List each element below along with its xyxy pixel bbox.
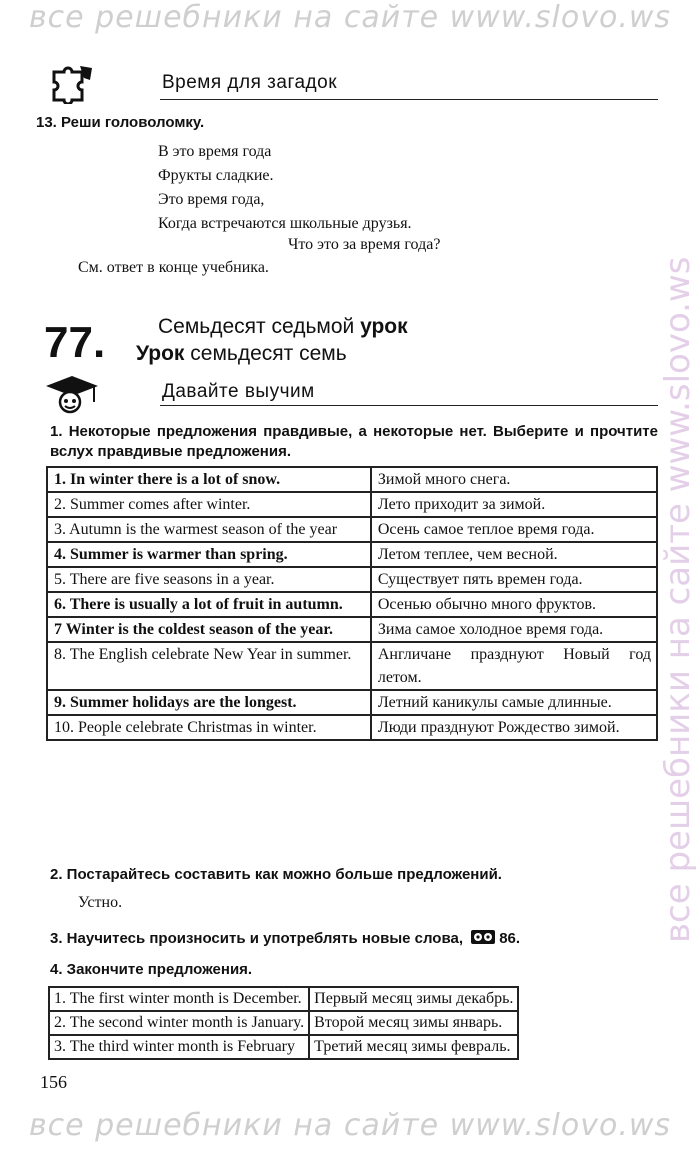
sentence-ru: Осенью обычно много фруктов. <box>371 592 657 617</box>
riddle-question: Что это за время года? <box>288 236 441 253</box>
sentence-ru: Третий месяц зимы февраль. <box>309 1035 518 1059</box>
learn-heading: Давайте выучим <box>162 381 315 402</box>
riddle-heading-rule <box>160 99 658 100</box>
true-false-table <box>46 466 658 741</box>
task-3: 3. Научитесь произносить и употреблять новые слова, 86. <box>50 930 521 947</box>
sentence-en: 1. The first winter month is December. <box>49 987 309 1011</box>
sentence-ru: Англичане празднуют Новый год летом. <box>371 642 657 690</box>
task-3-page: 86. <box>499 930 521 947</box>
task-2: 2. Постарайтесь составить как можно больше предложений. <box>50 866 502 883</box>
table-row <box>49 1011 518 1035</box>
table-row <box>47 542 657 567</box>
sentence-ru: Зима самое холодное время года. <box>371 617 657 642</box>
lesson-title-ru: Семьдесят седьмой урок <box>158 315 408 338</box>
sentence-en: 2. The second winter month is January. <box>49 1011 309 1035</box>
table-row <box>49 1035 518 1059</box>
table-row <box>47 642 657 690</box>
sentence-ru: Зимой много снега. <box>371 467 657 492</box>
sentence-ru: Летом теплее, чем весной. <box>371 542 657 567</box>
sentence-ru: Лето приходит за зимой. <box>371 492 657 517</box>
workbook-icon <box>470 929 496 945</box>
table-row <box>47 567 657 592</box>
sentence-en: 3. The third winter month is February <box>49 1035 309 1059</box>
task-13: 13. Реши головоломку. <box>36 114 205 131</box>
table-row <box>47 467 657 492</box>
complete-sentences-table <box>48 986 519 1060</box>
graduation-cap-icon <box>42 374 102 414</box>
poem-line: Фрукты сладкие. <box>158 167 274 184</box>
page-number: 156 <box>40 1072 67 1092</box>
sentence-en: 9. Summer holidays are the longest. <box>47 690 371 715</box>
table-row <box>47 690 657 715</box>
sentence-en: 10. People celebrate Christmas in winter. <box>47 715 371 740</box>
watermark-side: все решебники на сайте www.slovo.ws <box>658 256 698 944</box>
task-1: 1. Некоторые предложения правдивые, а некоторые нет. Выберите и прочтите вслух правдивые предложения. <box>50 423 658 460</box>
learn-heading-rule <box>160 405 658 406</box>
task-4: 4. Закончите предложения. <box>50 961 253 978</box>
table-row <box>47 492 657 517</box>
table-row <box>47 517 657 542</box>
poem-line: В это время года <box>158 143 272 160</box>
table-row <box>49 987 518 1011</box>
sentence-en: 5. There are five seasons in a year. <box>47 567 371 592</box>
riddle-poem <box>158 140 412 236</box>
sentence-en: 8. The English celebrate New Year in summer. <box>47 642 371 690</box>
table-row <box>47 592 657 617</box>
sentence-ru: Осень самое теплое время года. <box>371 517 657 542</box>
watermark-top: все решебники на сайте www.slovo.ws <box>28 0 672 35</box>
answer-note: См. ответ в конце учебника. <box>78 259 269 276</box>
task-2-answer: Устно. <box>78 894 123 911</box>
sentence-ru: Существует пять времен года. <box>371 567 657 592</box>
poem-line: Когда встречаются школьные друзья. <box>158 215 412 232</box>
watermark-bottom: все решебники на сайте www.slovo.ws <box>28 1108 672 1143</box>
sentence-ru: Люди празднуют Рождество зимой. <box>371 715 657 740</box>
sentence-en: 1. In winter there is a lot of snow. <box>47 467 371 492</box>
table-row <box>47 617 657 642</box>
sentence-en: 3. Autumn is the warmest season of the year <box>47 517 371 542</box>
puzzle-icon <box>50 62 100 104</box>
sentence-ru: Летний каникулы самые длинные. <box>371 690 657 715</box>
sentence-en: 6. There is usually a lot of fruit in autumn. <box>47 592 371 617</box>
sentence-en: 4. Summer is warmer than spring. <box>47 542 371 567</box>
sentence-en: 7 Winter is the coldest season of the year. <box>47 617 371 642</box>
riddle-heading: Время для загадок <box>162 72 338 93</box>
sentence-ru: Второй месяц зимы январь. <box>309 1011 518 1035</box>
lesson-number: 77. <box>44 318 106 367</box>
lesson-title-translation: Урок семьдесят семь <box>136 342 347 365</box>
table-row <box>47 715 657 740</box>
poem-line: Это время года, <box>158 191 265 208</box>
sentence-ru: Первый месяц зимы декабрь. <box>309 987 518 1011</box>
sentence-en: 2. Summer comes after winter. <box>47 492 371 517</box>
